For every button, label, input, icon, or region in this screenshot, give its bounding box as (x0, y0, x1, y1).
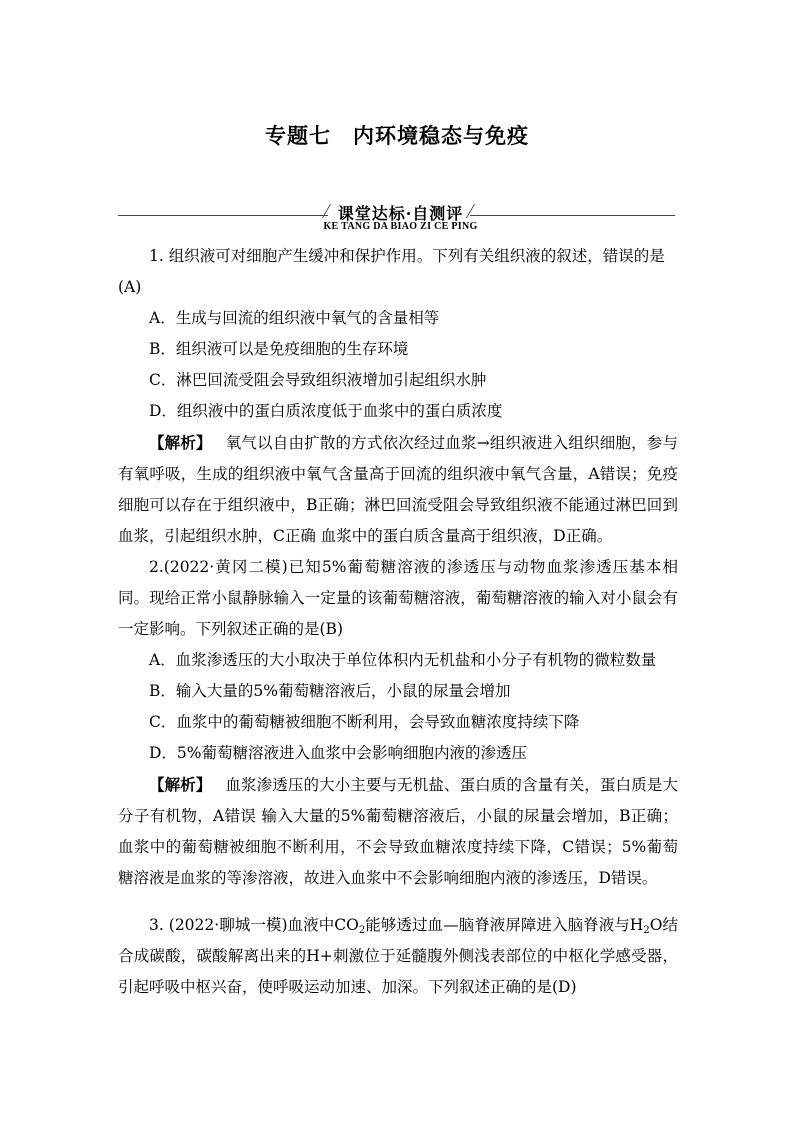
banner-title: 课堂达标·自测评 (337, 204, 464, 223)
question-1-option-c: C．淋巴回流受阻会导致组织液增加引起组织水肿 (149, 371, 487, 389)
question-1-stem: 1. 组织液可对细胞产生缓冲和保护作用。下列有关组织液的叙述，错误的是 (A) (118, 247, 665, 296)
question-1-option-d: D．组织液中的蛋白质浓度低于血浆中的蛋白质浓度 (149, 402, 503, 420)
banner-rule-left (118, 215, 328, 216)
question-1-option-a: A．生成与回流的组织液中氧气的含量相等 (149, 309, 440, 327)
question-2-option-c: C．血浆中的葡萄糖被细胞不断利用，会导致血糖浓度持续下降 (149, 713, 580, 731)
question-1-analysis: 【解析】 氧气以自由扩散的方式依次经过血浆→组织液进入组织细胞，参与有氧呼吸，生成的组织液中氧气含量高于回流的组织液中氧气含量，A错误；免疫细胞可以存在于组织液中，B正确；淋巴回流受阻会导致组织液不能通过淋巴回到血浆，引起组织水肿，C正确 血浆中的蛋白质含量高于组织液，D正确。 (118, 433, 678, 545)
question-1-option-b: B．组织液可以是免疫细胞的生存环境 (149, 340, 409, 358)
banner-rule-right (470, 215, 675, 216)
banner-pinyin: KE TANG DA BIAO ZI CE PING (323, 221, 478, 232)
analysis-label: 【解析】 (149, 433, 212, 452)
question-2-option-b: B．输入大量的5%葡萄糖溶液后，小鼠的尿量会增加 (149, 682, 511, 700)
question-1-answer: (A) (118, 278, 142, 296)
question-2-option-a: A．血浆渗透压的大小取决于单位体积内无机盐和小分子有机物的微粒数量 (149, 651, 657, 669)
question-2-stem: 2.(2022·黄冈二模)已知5%葡萄糖溶液的渗透压与动物血浆渗透压基本相同。现给正常小鼠静脉输入一定量的该葡萄糖溶液，葡萄糖溶液的输入对小鼠会有一定影响。下列叙述正确的是(B) (118, 558, 678, 638)
document-body (118, 241, 678, 1003)
question-2-option-d: D．5%葡萄糖溶液进入血浆中会影响细胞内液的渗透压 (149, 744, 528, 762)
question-2-analysis: 【解析】 血浆渗透压的大小主要与无机盐、蛋白质的含量有关，蛋白质是大分子有机物，A错误 输入大量的5%葡萄糖溶液后，小鼠的尿量会增加，B正确；血浆中的葡萄糖被细胞不断利用，不会导致血糖浓度持续下降，C错误；5%葡萄糖溶液是血浆的等渗溶液，故进入血浆中不会影响细胞内液的渗透压，D错误。 (118, 775, 678, 887)
analysis-label: 【解析】 (149, 775, 212, 794)
section-banner (118, 200, 678, 236)
spacer (118, 894, 678, 910)
page-title: 专题七 内环境稳态与免疫 (265, 123, 529, 148)
question-3-stem: 3. (2022·聊城一模)血液中$CO_2$能够透过血—脑脊液屏障进入脑脊液与$H_2O$结合成碳酸，碳酸解离出来的H+刺激位于延髓腹外侧浅表部位的中枢化学感受器，引起呼吸中枢兴奋，使呼吸运动加速、加深。下列叙述正确的是(D) (118, 916, 678, 996)
